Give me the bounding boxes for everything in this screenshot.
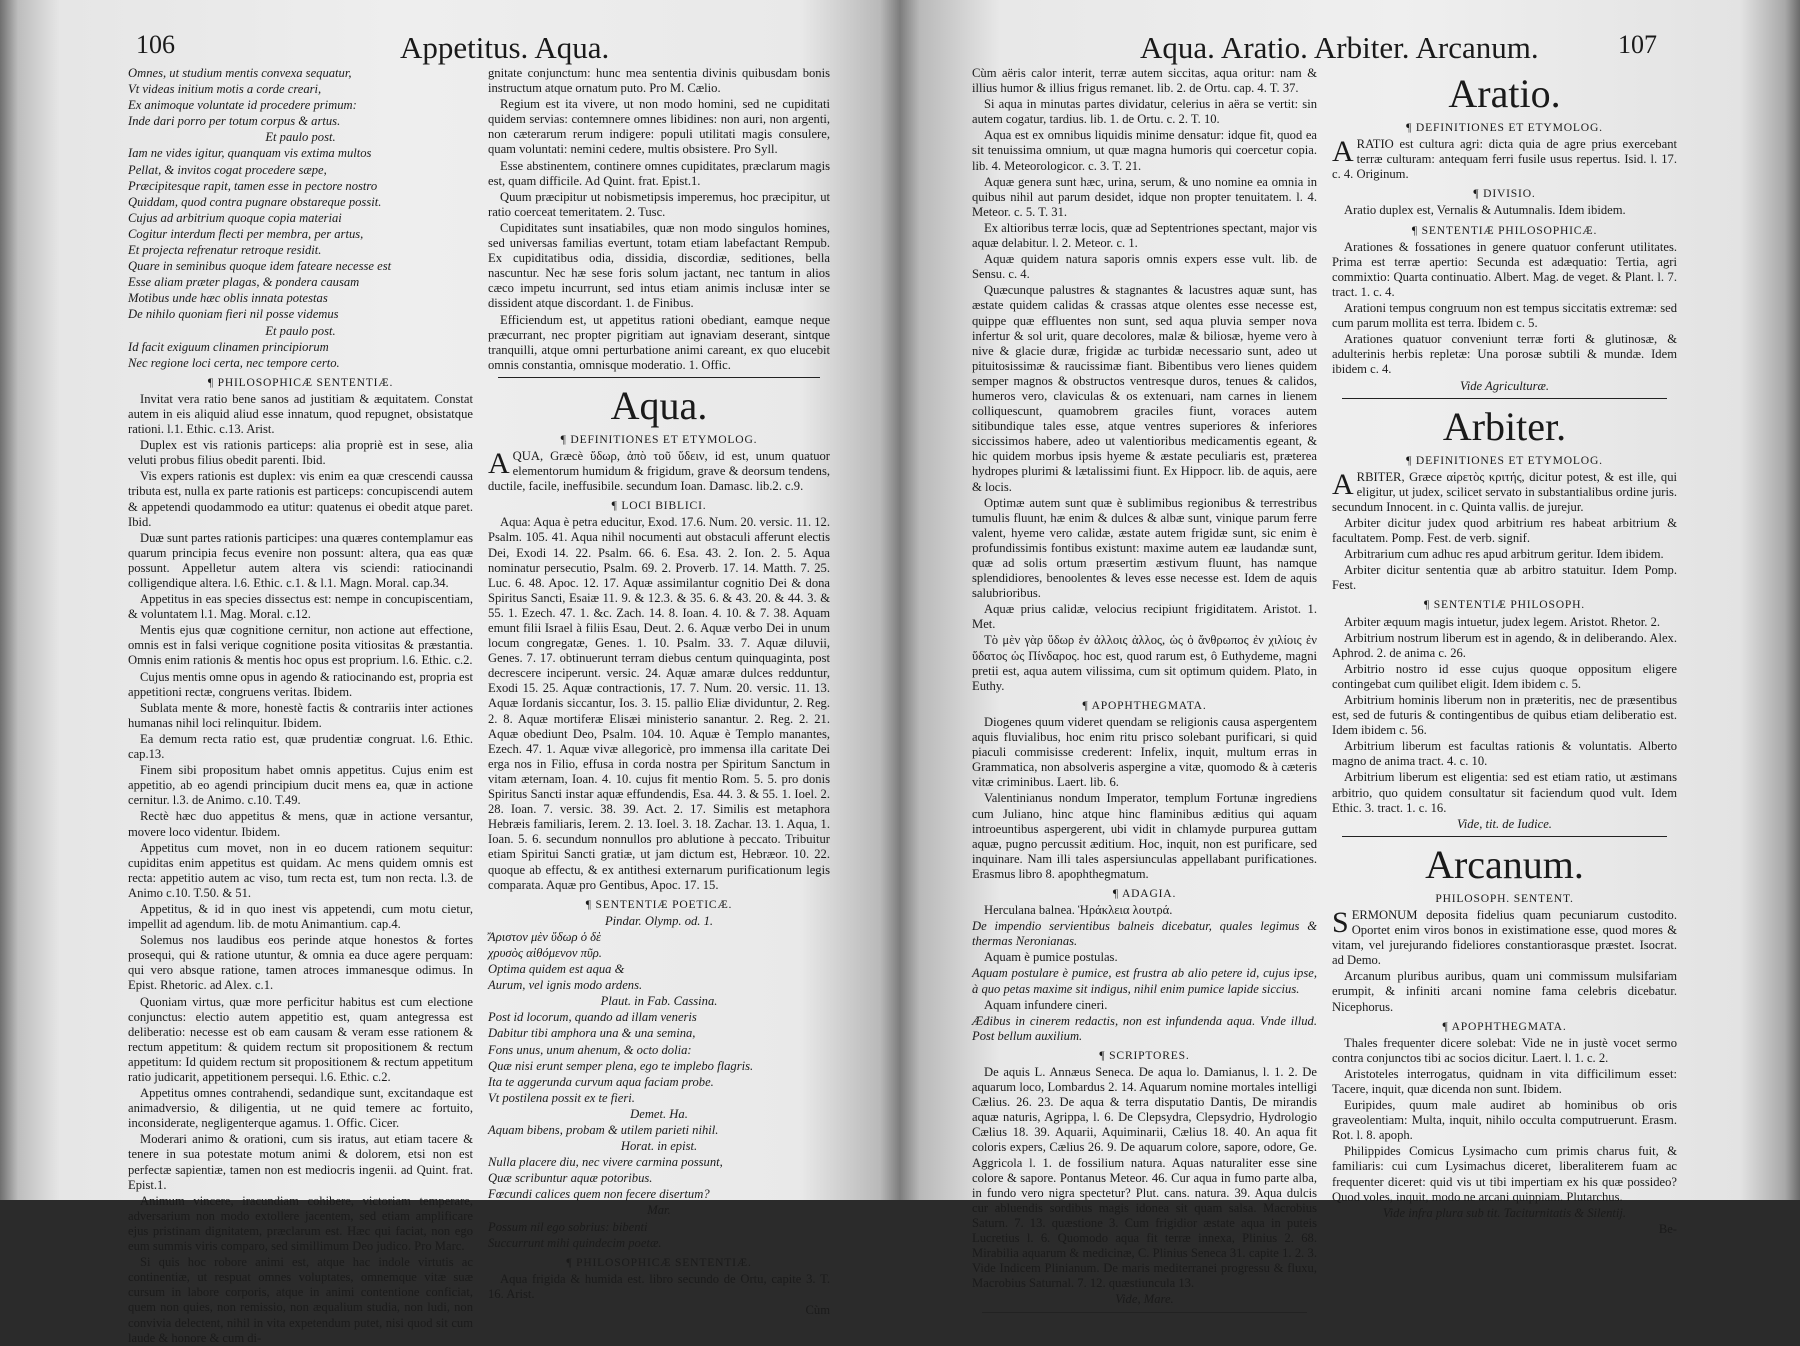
section-heading: ¶ APOPHTHEGMATA. [1442,1019,1567,1033]
right-running-head [910,30,1657,65]
paragraph: Sublata mente & more, honestè factis & contrariis inter actiones humanas nihil loci relinquitur. Ibidem. [128,700,473,730]
entry-heading: Arbiter. [1442,403,1567,449]
paragraph: Aratio duplex est, Vernalis & Autumnalis. Idem ibidem. [1344,203,1626,218]
italic-line: Ex animoque voluntate id procedere primum: [128,98,357,113]
paragraph: Quum præcipitur ut nobismetipsis imperemus, hoc præcipitur, ut ratio coerceat temeritatem. 2. Tusc. [488,189,830,219]
paragraph: Arationes quatuor conveniunt terræ forti & glutinosæ, & adulterinis herbis repletæ: Una porosæ subtili & mundæ. Idem ibidem c. 4. [1332,332,1677,377]
paragraph: Arbiter dicitur sententia quæ ab arbitro statuitur. Idem Pomp. Fest. [1332,563,1677,593]
drop-cap-text: RATIO est cultura agri: dicta quia de agre prius exercebant terræ culturam: antequam ferri fusile usus repertus. Isid. l. 17. c. 4. Originum. [1332,137,1677,182]
drop-cap-paragraph [1332,905,1677,968]
italic-line: Nec regione loci certa, nec tempore certo. [128,355,340,370]
paragraph: Ea demum recta ratio est, quæ prudentiæ congruat. l.6. Ethic. cap.13. [128,731,473,762]
paragraph: Regium est ita vivere, ut non modo homini, sed ne cupiditati quidem servias: contemnere omnes libidines: non auri, non argenti, non cæterarum rerum indigere: populi utilitati magis consulere, quam voluntati: nemini cedere, multis obsistere. Pro Syll. [488,97,830,157]
paragraph: Philippides Comicus Lysimacho cum primis charus fuit, & familiaris: cui cum Lysimachus diceret, liberaliterem fuam ac frequenter diceret: quid vis ut tibi impertiam ex his quæ possideo? Quod voles, inquit, modo ne arcani quippiam. Plutarchus. [1332,1144,1677,1204]
drop-cap-paragraph [1332,137,1677,182]
section-heading: ¶ SCRIPTORES. [1099,1048,1190,1062]
drop-cap: A [488,446,510,480]
italic-line: Quæ nisi erunt semper plena, ego te implebo flagris. [488,1058,754,1073]
centered-line: Pindar. Olymp. od. 1. [604,913,714,928]
drop-cap-text: RBITER, Græce αἱρετὸς κριτής, dicitur potest, & est ille, qui eligitur, ut judex, scilicet servato in substantialibus ordine juris. secundum Innocent. in c. Quinta vallis. de jurejur. [1332,469,1677,514]
drop-cap: A [1332,135,1354,169]
section-rule [498,377,820,378]
section-heading: ¶ PHILOSOPHICÆ SENTENTIÆ. [566,1255,752,1269]
paragraph: Esse abstinentem, continere omnes cupiditates, præclarum magis est, quam difficile. Ad Quint. frat. Epist.1. [488,158,830,188]
italic-line: Optima quidem est aqua & [488,962,625,977]
left-page [0,0,890,1345]
paragraph: Euripides, quum male audiret ab hominibus ob oris graveolentiam: Multa, inquit, nihilo occulta computruerunt. Erasm. Rot. l. 8. apoph. [1332,1098,1677,1143]
paragraph: Appetitus cum movet, non in eo ducem rationem sequitur: cupiditas enim appetitus est quidam. Ac mens quidem omnis est recta: appetitio autem ac viso, tum recta est, tum non recta. l.3. de Animo c.10. T.50. & 51. [128,840,473,900]
section-heading: ¶ SENTENTIÆ PHILOSOPHICÆ. [1411,223,1598,237]
section-heading: ¶ SENTENTIÆ POETICÆ. [585,897,733,911]
italic-line: Quæ scribuntur aquæ potoribus. [488,1171,653,1186]
paragraph: Τὸ μὲν γὰρ ὕδωρ ἐν ἀλλοις ἀλλος, ὡς ὁ ἄνθρωπος ἐν χιλίοις ἐν ὕδατος ὡς Πίνδαρος. hoc est, quod rarum est, ô Euthydeme, magni pretii est, aqua autem vilissima, cum sit optimum quidem. Plato, in Euthy. [972,633,1317,693]
paragraph: Arbitrio nostro id esse cujus quoque oppositum eligere contingebat cum quilibet eligit. Idem ibidem c. 5. [1332,661,1677,691]
paragraph: Arbitrium liberum est eligentia: sed est etiam ratio, ut æstimans arbitrio, quo quidem consultatur sit faciendum quod vult. Idem Ethic. 3. tract. 1. c. 16. [1332,770,1677,815]
paragraph: Appetitus omnes contrahendi, sedandique sunt, excitandaque est animadversio, & diligentia, ut ne quid temere ac fortuito, inconsiderate, negligenterque agamus. 1. Offic. Cicer. [128,1086,473,1131]
right-column-2 [1332,66,1677,1236]
italic-line: Cujus ad arbitrium quoque copia materiai [128,210,342,225]
italic-line: Possum nil ego sobrius: bibenti [488,1219,648,1234]
paragraph: Arbitrium nostrum liberum est in agendo, & in deliberando. Alex. Aphrod. 2. de anima c. 26. [1332,630,1677,660]
centered-line: Et paulo post. [265,323,336,338]
italic-line: Nulla placere diu, nec vivere carmina possunt, [488,1155,723,1170]
right-head-title: Aqua. Aratio. Arbiter. Arcanum. [1140,30,1539,65]
paragraph: Quæcunque palustres & stagnantes & lacustres aquæ sunt, has æstate quidem calidas & crassas atque olentes esse necesse est, quippe quæ effluentes non sunt, sed aqua pluvia semper nova infertur & sol urit, quare decolores, malæ & biliosæ, hyeme vero à nive & glacie duræ, frigidæ ac turbidæ necessario sunt, adeo ut pituitosissimæ & raucissimæ fiant. Bibentibus vero lienes quidem semper magnos & obstructos ventresque duros, tenues & calidos, humeros vero, claviculas & os extenuari, nam carnes in lienem colliquescunt, quamobrem graciles fiunt, voraces autem sitibundique tales esse, atque ventres superiores & inferiores siccissimos habere, adeo ut valentioribus medicamentis egeant, & hic quidem morbus ipsis hyeme & æstate peculiaris est, præterea hydropes plurimi & lætalissimi fiunt. Ex Hippocr. lib. de aquis, aere & locis. [972,283,1317,494]
section-heading: ¶ APOPHTHEGMATA. [1082,698,1207,712]
paragraph: Cujus mentis omne opus in agendo & ratiocinando est, propria est appetitioni rectæ, congruens veritas. Ibidem. [128,669,473,699]
entry-heading: Aqua. [610,382,708,428]
centered-line: Vide, tit. de Iudice. [1457,816,1552,831]
paragraph: Aquæ prius calidæ, velocius recipiunt frigiditatem. Aristot. 1. Met. [972,602,1317,632]
italic-line: Quiddam, quod contra pugnare obstareque possit. [128,194,382,209]
right-column-1 [972,66,1317,1307]
paragraph: Si quis hoc robore animi est, atque hac indole virtutis ac continentiæ, ut respuat omnes voluptates, omnemque vitæ suæ cursum in labore corporis, atque in animi contentione conficiat, quem non quies, non remissio, non æqualium studia, non ludi, non convivia delectent, nihil in vita expetendum putet, nisi quod sit cum laude & honore & cum di- [128,1255,473,1345]
paragraph: Arbitrium hominis liberum non in præteritis, nec de præsentibus est, sed de futuris & contingentibus de quibus etiam deliberatio est. Idem ibidem c. 56. [1332,693,1677,738]
centered-line: Vide Agriculturæ. [1459,378,1550,393]
paragraph: Arbitrium liberum est facultas rationis & voluntatis. Alberto magno de anima tract. 4. c. 10. [1332,739,1677,769]
italic-line: Vt postilena possit ex te fieri. [488,1090,635,1105]
drop-cap: S [1332,905,1349,939]
italic-line: Inde dari porro per totum corpus & artus. [128,114,341,129]
italic-line: Fœcundi calices quem non fecere disertum? [488,1187,710,1202]
section-heading: ¶ LOCI BIBLICI. [611,499,707,513]
italic-line: χρυσὸς αἰθόμενον πῦρ. [488,945,602,960]
entry-heading: Aratio. [1448,71,1561,116]
paragraph: Moderari animo & orationi, cum sis iratus, aut etiam tacere & tenere in sua potestate motum animi & dolorem, etsi non est perfectæ sapientiæ, tamen non est mediocris ingenii. ad Quint. frat. Epist.1. [128,1132,473,1192]
centered-line: Vide infra plura sub tit. Taciturnitatis & Silentij. [1382,1205,1627,1220]
drop-cap-paragraph [488,446,830,494]
paragraph: Appetitus, & id in quo inest vis appetendi, cum motu cietur, impellit ad agendum. lib. de motu Animantium. cap.4. [128,901,473,932]
drop-cap: A [1332,467,1354,501]
paragraph: Solemus nos laudibus eos perinde atque honestos & fortes prosequi, qui & ratione utuntur, & omnia ea duce agere perquam: qui vero absque ratione, tamen atroces immanesque odimus. In Epist. Rhetoric. ad Alex. c.1. [128,933,473,993]
paragraph: Aquam è pumice postulas. [984,950,1118,965]
paragraph: gnitate conjunctum: hunc mea sententia divinis quibusdam bonis instructum atque ornatum puto. Pro M. Cælio. [488,66,830,96]
paragraph: Appetitus in eas species dissectus est: nempe in concupiscentiam, & voluntatem l.1. Mag. Moral. c.12. [128,592,473,622]
drop-cap-text: QUA, Græcè ὕδωρ, ἀπὸ τοῦ ὕδειν, id est, unum quatuor elementorum humidum & frigidum, grave & deorsum tendens, ductile, facile, ineffusibile. secundum Ioan. Damasc. lib.2. c.9. [488,448,830,494]
section-heading: ¶ ADAGIA. [1112,886,1177,900]
section-rule [1342,398,1667,399]
italic-line: Dabitur tibi amphora una & una semina, [488,1026,696,1041]
italic-line: Præcipitesque rapit, tamen esse in pectore nostro [128,178,378,193]
paragraph: Aqua est ex omnibus liquidis minime densatur: idque fit, quod ea sit tenuissima omnium, ut quæ magna humoris qui coercetur copia. lib. 4. Meteorologicor. c. 3. T. 21. [972,128,1317,173]
italic-line: Fons unus, unum ahenum, & octo dolia: [488,1042,692,1057]
paragraph: Finem sibi propositum habet omnis appetitus. Cujus enim est appetitio, ab eo agendi principium ducit mens ea, quæ in actione cernitur. l.3. de Animo. c.10. T.49. [128,763,473,808]
paragraph: Vis expers rationis est duplex: vis enim ea quæ crescendi caussa tributa est, nulla ex parte rationis est particeps: concupiscendi autem & appetendi quodammodo ea utitur: quatenus ei obedit atque paret. Ibid. [128,469,473,529]
italic-line: Aurum, vel ignis modo ardens. [488,978,643,993]
section-heading: ¶ PHILOSOPHICÆ SENTENTIÆ. [207,375,394,389]
paragraph: Arbiter æquum magis intuetur, judex legem. Aristot. Rhetor. 2. [1344,614,1661,629]
paragraph: Valentinianus nondum Imperator, templum Fortunæ ingrediens cum Juliano, hinc atque hinc flaminibus æditius qui aquam introeuntibus aspergerent, ubi vidit in chlamyde purpurea guttam aquæ, pugno percussit æditium. Hoc, inquit, non est purificare, sed inquinare. Nam illi tales aspersiunculas appellabant purificationes. Erasmus libro 8. apophthegmatum. [972,791,1317,881]
centered-line: Et paulo post. [265,130,336,145]
paragraph: Quoniam virtus, quæ more perficitur habitus est cum electione conjunctus: electio autem appetitio est, quam antegressa est deliberatio: necesse est ob eam causam & veram esse rationem & rectum appetitum: & quidem rectum sit propositionem & rectum appetitum: Id quidem rectum sit propositionem & rectum appetitum ratio judicarit, appetitionem persequi. l.6. Ethic. c.2. [128,994,473,1084]
paragraph: Rectè hæc duo appetitus & mens, quæ in actione versantur, movere loco videntur. Ibidem. [128,809,473,839]
centered-line: Plaut. in Fab. Cassina. [600,994,718,1009]
italic-line: Vt videas initium motis a corde creari, [128,82,322,97]
paragraph: Aquam infundere cineri. [984,997,1108,1012]
left-head-title: Appetitus. Aqua. [400,30,610,65]
section-rule [1342,836,1667,837]
paragraph: Arationes & fossationes in genere quatuor conferunt utilitates. Prima est terræ apertio: Secunda est adæquatio: Tertia, agri commixtio: Quarta continuatio. Albert. Mag. de veget. & Plant. l. 7. tract. 1. c. 4. [1332,239,1677,299]
centered-line: Demet. Ha. [630,1106,688,1121]
italic-line: Aquam bibens, probam & utilem parieti nihil. [488,1123,719,1137]
paragraph: Thales frequenter dicere solebat: Vide ne in justè vocet sermo contra conjunctos tibi ac socios dicitur. Laert. l. 1. c. 2. [1332,1035,1677,1065]
paragraph: Aristoteles interrogatus, quidnam in vita difficilimum esset: Tacere, inquit, quæ dicenda non sunt. Ibidem. [1332,1066,1677,1096]
left-column-2 [488,66,830,1318]
paragraph: Arcanum pluribus auribus, quam uni commissum mulsifariam erumpit, & infiniti arcani nomine fama celebris dicebatur. Nicephorus. [1332,969,1677,1014]
italic-line: De impendio servientibus balneis dicebatur, quales legimus & thermas Neronianas. [972,919,1317,949]
paragraph: Cùm aëris calor interit, terræ autem siccitas, aqua oritur: nam & illius humor & illius frigus remanet. lib. 2. de Ortu. cap. 4. T. 37. [972,66,1317,96]
section-heading: ¶ DEFINITIONES ET ETYMOLOG. [560,432,758,446]
paragraph: Aqua: Aqua è petra educitur, Exod. 17.6. Num. 20. versic. 11. 12. Psalm. 105. 41. Aqua nihil nocumenti aut obstaculi afferunt electis Dei, Exodi 14. 22. Psalm. 66. 6. Esa. 43. 2. Ion. 2. 5. Aqua nominatur persecutio, Psalm. 69. 2. Proverb. 17. 14. Matth. 7. 25. Luc. 6. 48. Apoc. 12. 17. Aquæ assimilantur cognitio Dei & dona Spiritus Sancti, Esaiæ 11. 9. & 12.3. & 35. 6. & 43. 20. & 44. 3. & 55. 1. Ezech. 47. 1. &c. Zach. 14. 8. Ioan. 4. 10. & 7. 38. Aquam emunt filii Israel à filiis Esau, Deut. 2. 6. Aquæ verbo Dei in unum locum congregatæ, Genes. 1. 10. Psalm. 33. 7. Aquæ diluvii, Genes. 7. 17. obtinuerunt terram diebus centum quinquaginta, post decrescere inciperunt. versic. 24. Aquæ amaræ dulces redduntur, Exodi 15. 25. Aquæ contractionis, 17. 7. Num. 20. versic. 11. 13. Aquæ Iordanis siccantur, Ios. 3. 15. pallio Eliæ dividuntur, 2. Reg. 2. 8. Aquæ mortiferæ Elisæi ministerio sanantur. 2. Reg. 2. 21. Aquæ obediunt Deo, Psalm. 104. 10. Aquæ è Templo manantes, Ezech. 47. 1. Aquæ vivæ allegoricè, pro immensa illa caritate Dei erga nos in Filio, effusa in corda nostra per Spiritum Sanctum in vitam æternam, Ioan. 4. 10. cujus fit mentio Rom. 5. 5. pro donis Spiritus Sancti instar aquæ effundendis, Esa. 44. 3. & 55. 1. Ioel. 2. 28. Ioan. 7. versic. 38. 39. Act. 2. 17. Similis est metaphora Hebræis familiaris, Ierem. 2. 13. Ioel. 3. 18. Zachar. 13. 1. Aqua, 1. Ioan. 5. 6. secundum nonnullos pro ablutione à peccato. Tribuitur etiam Spiritui Sancti gratiæ, ut jam dictum est, Hebræor. 10. 22. quoque ab effectu, & ex antithesi externarum purificationum legis comparata. Aquæ pro Gentibus, Apoc. 17. 15. [488,515,830,892]
paragraph: Arationi tempus congruum non est tempus siccitatis extremæ: sed cum parum mollita est terra. Ibidem c. 5. [1332,301,1677,331]
paragraph: Mentis ejus quæ cognitione cernitur, non actione aut effectione, omnis est in falsi verique cognitione posita vitiositas & præstantia. Omnis enim rationis & mentis hoc opus est proprium. l.6. Ethic. c.2. [128,623,473,668]
paragraph: Arbitrarium cum adhuc res apud arbitrum geritur. Idem ibidem. [1344,547,1664,562]
centered-line: Horat. in epist. [620,1139,698,1154]
paragraph: Efficiendum est, ut appetitus rationi obediant, eamque neque præcurrant, nec propter pigritiam aut ignaviam deserant, sintque tranquilli, atque omni perturbatione animi careant, ex quo elucebit omnis constantia, omnisque moderatio. 1. Offic. [488,312,830,372]
paragraph: Duæ sunt partes rationis participes: una quæres contemplamur eas quarum principia fecus evenire non possunt: altera, qua eas quæ possunt. Appelletur autem altera vis sciendi: ratiocinandi colligendique altera. l.6. Ethic. c.1. & l.1. Magn. Moral. cap.34. [128,530,473,590]
section-heading: ¶ DEFINITIONES ET ETYMOLOG. [1406,121,1603,134]
catchword: Be- [1658,1221,1677,1236]
italic-line: Et projecta refrenatur retroque residit. [128,243,322,258]
section-heading: PHILOSOPH. SENTENT. [1435,891,1574,905]
italic-line: Succurrunt mihi quindecim poetæ. [488,1235,662,1250]
paragraph: Duplex est vis rationis particeps: alia propriè est in sese, alia veluti probus filius obedit parenti. Ibid. [128,438,473,468]
paragraph: Aquæ genera sunt hæc, urina, serum, & uno nomine ea omnia in quibus nihil aut parum desidet, idque non propter tenuitatem. l. 4. Meteor. c. 5. T. 31. [972,174,1317,219]
paragraph: Diogenes quum videret quendam se religionis causa aspergentem aquis fluvialibus, hoc enim ritu prisco solebant purificari, si quid piaculi commisisse crederent: Infelix, inquit, multum erras in Grammatica, non absolveris aspergine a vitæ, quomodo & à cæteris vitæ criminibus. Laert. lib. 6. [972,714,1317,790]
paragraph: De aquis L. Annæus Seneca. De aqua lo. Damianus, l. 1. 2. De aquarum loco, Lombardus 2. 14. Aquarum nomine mortales intelligi Cælius. 26. 23. De aqua & terra disputatio Dantis, De mirandis aquæ naturis, Agrippa, l. 6. De Clepsydra, Clepsydrio, Hydrologio Cælius 18. 39. Aquarii, Aquiminarii, Cælius 18. 40. An aqua fit coloris expers, Cælius 26. 9. De aquarum colore, sapore, odore, Ge. Aggricola l. 1. de fossilium natura. Aquas naturaliter esse sine colore & sapore. Pontanus Meteor. 46. Cur aqua in fumo parte alba, in fundo vero nigra spectetur? Plut. cans. natura. 39. Aqua dulcis cur abluendis sordibus magis idonea sit quam salsa. Macrobius Saturn. 7. 13. quæstione 3. Cum frigidior æstate aqua in puteis Lucretius l. 6. Quomodo aqua fit terræ innexa, Plinius 2. 68. Mirabilia aquarum & medicinæ, C. Plinius Seneca 31. capite 1. 2. 3. Vide Indicem Plinianum. De maris mediterranei progressu & fluxu, Macrobius Saturnal. 7. 12. quæstiuncula 13. [972,1065,1317,1291]
italic-line: Aquam postulare è pumice, est frustra ab alio petere id, cujus ipse, à quo petas maxime sit indigus, nihil enim pumice lapide siccius. [972,966,1317,996]
italic-line: Cogitur interdum flecti per membra, per artus, [128,226,364,241]
entry-heading: Arcanum. [1425,841,1584,887]
paragraph: Aquæ quidem natura saporis omnis expers esse vult. lib. de Sensu. c. 4. [972,252,1317,282]
italic-line: Post id locorum, quando ad illam veneris [488,1010,697,1025]
italic-line: Id facit exiguum clinamen principiorum [128,339,329,354]
section-heading: ¶ SENTENTIÆ PHILOSOPH. [1423,598,1586,612]
italic-line: Pellat, & invitos cogat procedere sæpe, [128,162,327,177]
centered-line: Vide, Mare. [1115,1292,1174,1307]
italic-line: Quare in seminibus quoque idem fateare necesse est [128,259,392,274]
paragraph: Cupiditates sunt insatiabiles, quæ non modo singulos homines, sed universas familias evertunt, totam etiam labefactant Rempub. Ex cupiditatibus odia, dissidia, discordiæ, seditiones, bella nascuntur. Nec hæ sese foris solum jactant, nec tantum in alios cæco impetu incurrunt, sed intus etiam animis inclusæ inter se dissident atque discordant. 1. de Finibus. [488,220,830,311]
italic-line: Esse aliam præter plagas, & pondera causam [128,275,360,290]
section-heading: ¶ DIVISIO. [1473,187,1536,201]
right-page [910,0,1800,1307]
drop-cap-paragraph [1332,467,1677,515]
drop-cap-text: ERMONUM deposita fidelius quam pecuniarum custodito. Oportet enim viros bonos in existimatione esse, quod mores & vitam, vel jurejurando fideliores constantiorasque præstet. Isocrat. ad Demo. [1332,907,1677,968]
paragraph: Ex altioribus terræ locis, quæ ad Septentriones spectant, major vis aquæ delabitur. l. 2. Meteor. c. 1. [972,220,1317,251]
italic-line: Iam ne vides igitur, quanquam vis extima multos [128,146,372,161]
catchword: Cùm [805,1303,830,1318]
paragraph: Si aqua in minutas partes dividatur, celerius in aëra se vertit: sin autem cogatur, tardius. lib. 1. de Ortu. c. 2. T. 10. [972,97,1317,127]
left-column-1 [128,66,473,1345]
left-running-head [130,30,870,64]
paragraph: Arbiter dicitur judex quod arbitrium res habeat arbitrium & facultatem. Pomp. Fest. de verb. signif. [1332,515,1677,546]
italic-line: Ita te aggerunda curvum aqua faciam probe. [488,1074,714,1089]
italic-line: Motibus unde hæc oblis innata potestas [128,291,328,306]
italic-line: Ædibus in cinerem redactis, non est infundenda aqua. Vnde illud. Post bellum auxilium. [972,1013,1317,1043]
paragraph: Aqua frigida & humida est. libro secundo de Ortu, capite 3. T. 16. Arist. [488,1271,830,1301]
paragraph: Invitat vera ratio bene sanos ad justitiam & æquitatem. Constat autem in eis aliquid aliud esse innatum, quod repugnet, obsistatque rationi. l.1. Ethic. c.13. Arist. [128,391,473,437]
paragraph: Optimæ autem sunt quæ è sublimibus regionibus & terrestribus tumulis fluunt, hæ enim & dulces & albæ sunt, vinique parum ferre valent, hyeme vero calidæ, æstate autem frigidæ sunt, sic enim è profundissimis fontibus existunt: maxime autem eæ laudandæ sunt, quæ ad solis ortum præsertim æstivum fluunt, has namque splendidiores, benoolentes & leves esse necesse est. Idem de aquis salubrioribus. [972,495,1317,601]
section-rule [982,1312,1307,1313]
italic-line: Ἄριστον μὲν ὕδωρ ὁ δὲ [488,929,601,944]
right-folio: 107 [1618,30,1657,59]
paragraph: Herculana balnea. Ἡράκλεια λουτρά. [984,903,1173,918]
italic-line: De nihilo quoniam fieri nil posse videmus [128,307,339,322]
section-heading: ¶ DEFINITIONES ET ETYMOLOG. [1406,453,1603,467]
paragraph: Animum vincere, iracundiam cohibere, victoriam temperare, adversarium non modo extollere jacentem, sed etiam amplificare ejus pristinam dignitatem, præclarum est. Hæc qui faciat, non ego eum summis viris comparo, sed simillimum Deo judico. Pro Marc. [128,1193,473,1254]
centered-line: Mar. [647,1203,671,1218]
left-folio: 106 [136,30,175,59]
italic-line: Omnes, ut studium mentis convexa sequatur, [128,66,352,80]
